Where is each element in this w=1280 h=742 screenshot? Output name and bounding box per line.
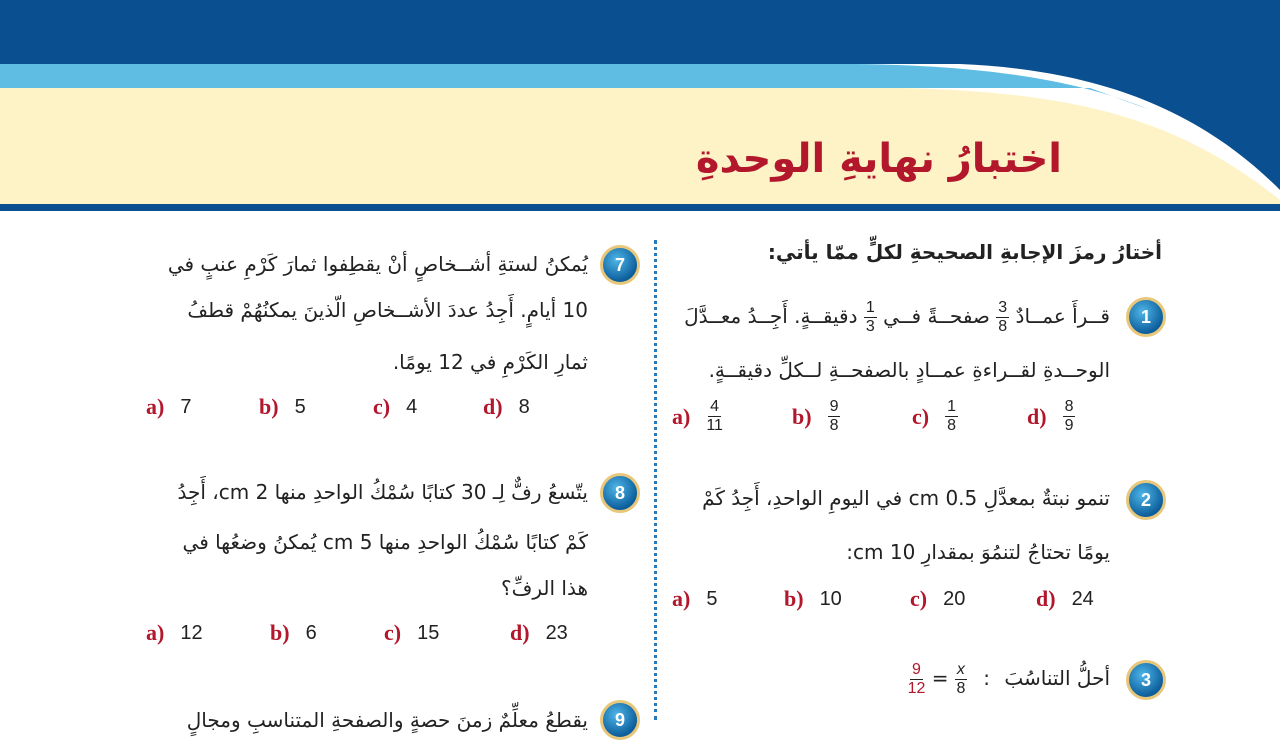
question-8-line-3: هذا الرفِّ؟ [501, 576, 588, 600]
q7-option-d[interactable]: d) 8 [483, 394, 530, 419]
question-2-line-2: يومًا تحتاجُ لتنمُوَ بمقدارِ 10 cm: [846, 540, 1110, 564]
q1-option-c[interactable]: c) $\frac{1}{8}$ [912, 398, 956, 434]
q1-option-d[interactable]: d) $\frac{8}{9}$ [1027, 398, 1074, 434]
question-7-line-2: 10 أيامٍ. أَجِدُ عددَ الأشــخاصِ الّذينَ يمكنُهُمْ قطفُ [187, 298, 588, 322]
question-1-line-1 [660, 294, 1110, 338]
q3-equation-left: $\frac{9}{12}$ [907, 661, 926, 697]
instructions: أختارُ رمزَ الإجابةِ الصحيحةِ لكلٍّ ممّا يأتي: [767, 240, 1162, 264]
q1-option-b[interactable]: b) $\frac{9}{8}$ [792, 398, 839, 434]
q2-option-b[interactable]: b) 10 [784, 586, 842, 611]
question-9-line-1: يقطعُ معلِّمٌ زمنَ حصةٍ والصفحةِ المتناسبِ ومجالٍ [186, 708, 588, 732]
q2-option-c[interactable]: c) 20 [910, 586, 966, 611]
q1-option-d-fraction: $\frac{8}{9}$ [1064, 398, 1074, 434]
q7-option-c[interactable]: c) 4 [373, 394, 418, 419]
question-2-options [672, 586, 1116, 612]
question-number-3: 3 [1126, 660, 1166, 700]
q8-option-d[interactable]: d) 23 [510, 620, 568, 645]
question-7-options [146, 394, 553, 420]
question-number-9: 9 [600, 700, 640, 740]
page-title: اختبارُ نهايةِ الوحدةِ [695, 136, 1062, 182]
q8-option-a[interactable]: a) 12 [146, 620, 203, 645]
question-1-options [672, 398, 1107, 435]
q1-option-c-fraction: $\frac{1}{8}$ [947, 398, 956, 434]
q3-equation-right: $\frac{x}{8}$ [956, 661, 966, 697]
question-7-line-1: يُمكنُ لستةِ أشــخاصٍ أنْ يقطِفوا ثمارَ كَرْمِ عنبٍ في [167, 252, 588, 276]
q2-option-d[interactable]: d) 24 [1036, 586, 1094, 611]
q2-option-a[interactable]: a) 5 [672, 586, 718, 611]
q7-option-b[interactable]: b) 5 [259, 394, 306, 419]
q8-option-c[interactable]: c) 15 [384, 620, 440, 645]
question-3-line-1 [810, 656, 1110, 700]
q1-option-b-fraction: $\frac{9}{8}$ [829, 398, 839, 434]
question-8-line-1: يتّسعُ رفٌّ لِـ 30 كتابًا سُمْكُ الواحدِ منها 2 cm، أَجِدُ [177, 480, 588, 504]
page-header [0, 0, 1280, 215]
q3-equation [908, 656, 990, 700]
question-number-7: 7 [600, 245, 640, 285]
q1-fraction-1: $\frac{3}{8}$ [998, 299, 1008, 335]
question-number-1: 1 [1126, 297, 1166, 337]
question-number-2: 2 [1126, 480, 1166, 520]
q1-option-a-fraction: $\frac{4}{11}$ [706, 398, 723, 434]
q1-text-a: قــرأَ عمــادٌ [1015, 304, 1110, 328]
question-1-line-2: الوحــدةِ لقــراءةِ عمــادٍ بالصفحــةِ لــكلِّ دقيقــةٍ. [708, 358, 1110, 382]
q1-text-c: دقيقــةٍ. أَجِــدُ معــدَّلَ [684, 304, 858, 328]
question-2-line-1: تنمو نبتةٌ بمعدَّلِ 0.5 cm في اليومِ الواحدِ، أَجِدُ كَمْ [702, 486, 1110, 510]
q1-fraction-2: $\frac{1}{3}$ [865, 299, 875, 335]
header-background [0, 0, 1280, 215]
q7-option-a[interactable]: a) 7 [146, 394, 192, 419]
question-8-line-2: كَمْ كتابًا سُمْكُ الواحدِ منها 5 cm يُمكنُ وضعُها في [182, 530, 588, 554]
q3-equals: = [931, 666, 949, 690]
question-number-8: 8 [600, 473, 640, 513]
q1-text-b: صفحــةً فــي [883, 304, 990, 328]
q8-option-b[interactable]: b) 6 [270, 620, 317, 645]
question-7-line-3: ثمارِ الكَرْمِ في 12 يومًا. [392, 350, 588, 374]
column-divider [654, 240, 657, 720]
question-8-options [146, 620, 590, 646]
q3-text: أحلُّ التناسُبَ [1004, 666, 1110, 690]
q3-colon: : [983, 666, 990, 690]
q1-option-a[interactable]: a) $\frac{4}{11}$ [672, 398, 723, 434]
